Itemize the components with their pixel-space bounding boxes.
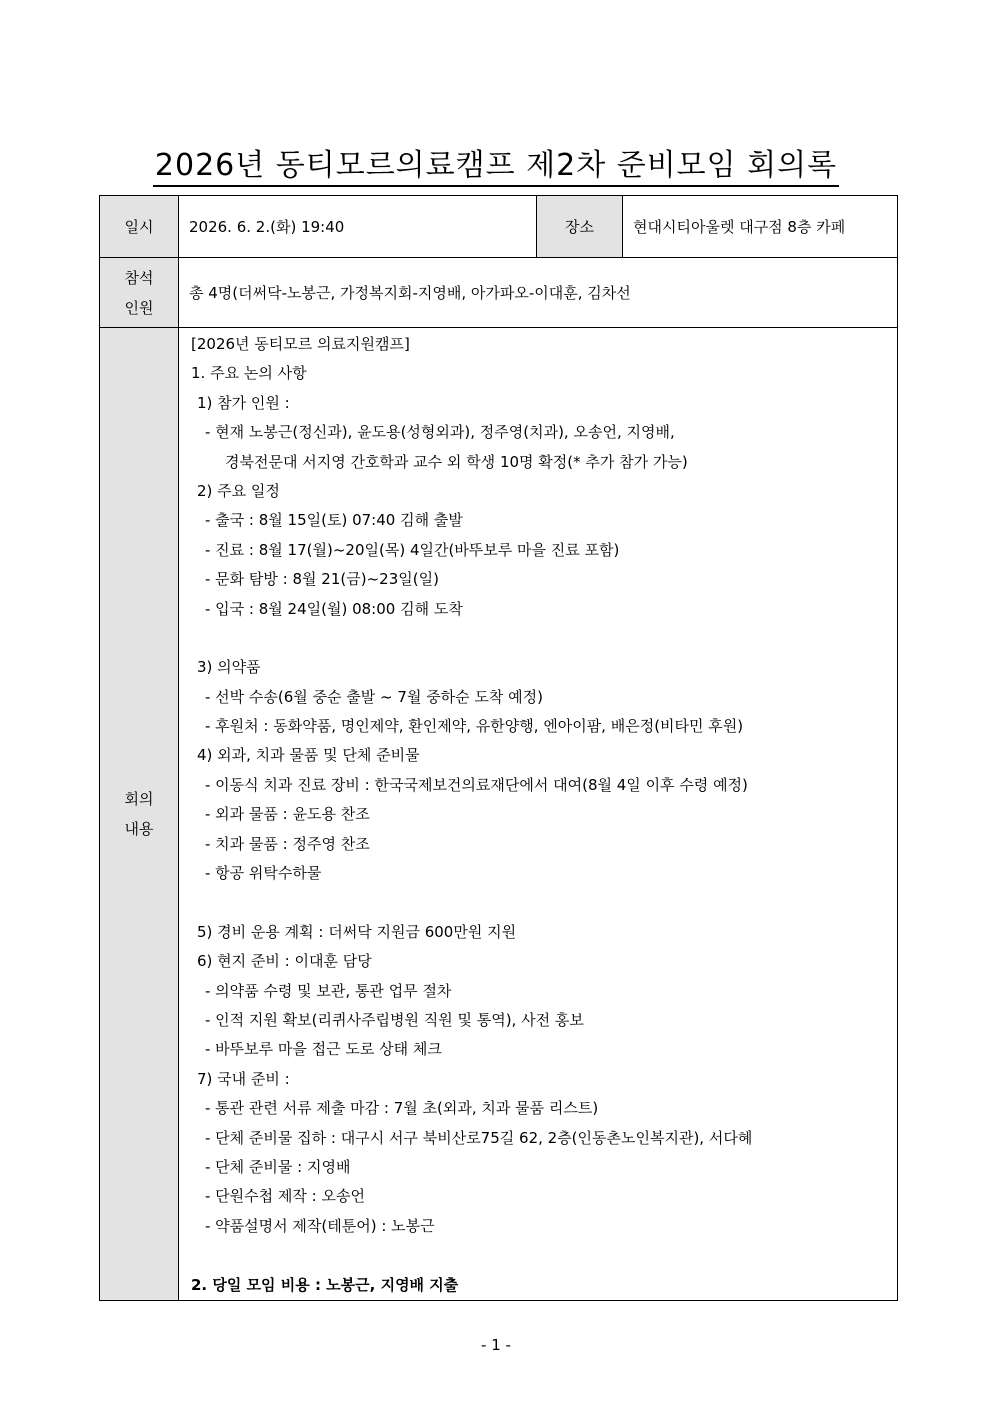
page-number: - 1 - xyxy=(481,1336,511,1354)
label-attendees xyxy=(100,258,179,328)
content-line: 3) 의약품 xyxy=(197,658,261,677)
meeting-content xyxy=(179,328,898,1301)
content-line xyxy=(191,888,897,917)
content-line xyxy=(191,1241,897,1270)
content-line: - 선박 수송(6월 중순 출발 ~ 7월 중하순 도착 예정) xyxy=(205,687,544,706)
label-content xyxy=(100,328,179,1301)
content-line: - 단원수첩 제작 : 오송언 xyxy=(205,1187,365,1206)
content-line: 6) 현지 준비 : 이대훈 담당 xyxy=(197,952,372,971)
content-line: 5) 경비 운용 계획 : 더써닥 지원금 600만원 지원 xyxy=(197,922,517,941)
content-line: - 약품설명서 제작(테툰어) : 노봉근 xyxy=(205,1216,435,1235)
content-line: - 치과 물품 : 정주영 찬조 xyxy=(205,834,370,853)
label-attendees-line2: 인원 xyxy=(124,298,154,317)
content-line: - 현재 노봉근(정신과), 윤도용(성형외과), 정주영(치과), 오송언, 지영배, xyxy=(205,423,675,442)
document-title-text: 2026년 동티모르의료캠프 제2차 준비모임 회의록 xyxy=(153,148,839,187)
content-line: - 입국 : 8월 24일(월) 08:00 김해 도착 xyxy=(205,599,463,618)
content-line: [2026년 동티모르 의료지원캠프] xyxy=(191,335,410,353)
label-attendees-line1: 참석 xyxy=(124,268,154,287)
document-title xyxy=(0,140,992,184)
value-attendees: 총 4명(더써닥-노봉근, 가정복지회-지영배, 아가파오-이대훈, 김차선 xyxy=(179,258,898,328)
content-line: 1) 참가 인원 : xyxy=(197,393,290,412)
row-attendees xyxy=(100,258,898,328)
content-line: 경북전문대 서지영 간호학과 교수 외 학생 10명 확정(* 추가 참가 가능) xyxy=(225,452,688,471)
content-line: - 단체 준비물 집하 : 대구시 서구 북비산로75길 62, 2층(인동촌노인복지관), 서다혜 xyxy=(205,1128,753,1147)
minutes-table xyxy=(99,195,898,1301)
label-content-line1: 회의 xyxy=(124,789,154,808)
content-line: - 이동식 치과 진료 장비 : 한국국제보건의료재단에서 대여(8월 4일 이후 수령 예정) xyxy=(205,775,748,794)
content-line: - 출국 : 8월 15일(토) 07:40 김해 출발 xyxy=(205,511,463,530)
content-line: - 인적 지원 확보(리퀴사주립병원 직원 및 통역), 사전 홍보 xyxy=(205,1010,584,1029)
content-line: - 의약품 수령 및 보관, 통관 업무 절차 xyxy=(205,981,452,1000)
content-line: 2. 당일 모임 비용 : 노봉근, 지영배 지출 xyxy=(191,1275,459,1294)
content-lines xyxy=(191,330,897,1300)
value-datetime: 2026. 6. 2.(화) 19:40 xyxy=(179,196,537,258)
label-datetime: 일시 xyxy=(100,196,179,258)
row-datetime xyxy=(100,196,898,258)
content-line: - 항공 위탁수하물 xyxy=(205,864,322,883)
content-line: - 바뚜보루 마을 접근 도로 상태 체크 xyxy=(205,1040,442,1059)
content-line: - 진료 : 8월 17(월)~20일(목) 4일간(바뚜보루 마을 진료 포함) xyxy=(205,540,620,559)
row-content xyxy=(100,328,898,1301)
value-place: 현대시티아울렛 대구점 8층 카페 xyxy=(623,196,898,258)
label-content-line2: 내용 xyxy=(124,819,154,838)
content-line xyxy=(191,624,897,653)
content-line: - 문화 탐방 : 8월 21(금)~23일(일) xyxy=(205,570,439,589)
content-line: 7) 국내 준비 : xyxy=(197,1069,290,1088)
content-line: - 통관 관련 서류 제출 마감 : 7월 초(외과, 치과 물품 리스트) xyxy=(205,1099,599,1118)
content-line: 1. 주요 논의 사항 xyxy=(191,364,307,383)
label-place: 장소 xyxy=(537,196,623,258)
content-line: - 후원처 : 동화약품, 명인제약, 환인제약, 유한양행, 엔아이팜, 배은정(비타민 후원) xyxy=(205,717,744,736)
content-line: 4) 외과, 치과 물품 및 단체 준비물 xyxy=(197,746,420,765)
content-line: - 외과 물품 : 윤도용 찬조 xyxy=(205,805,370,824)
content-line: 2) 주요 일정 xyxy=(197,481,280,500)
content-line: - 단체 준비물 : 지영배 xyxy=(205,1157,351,1176)
